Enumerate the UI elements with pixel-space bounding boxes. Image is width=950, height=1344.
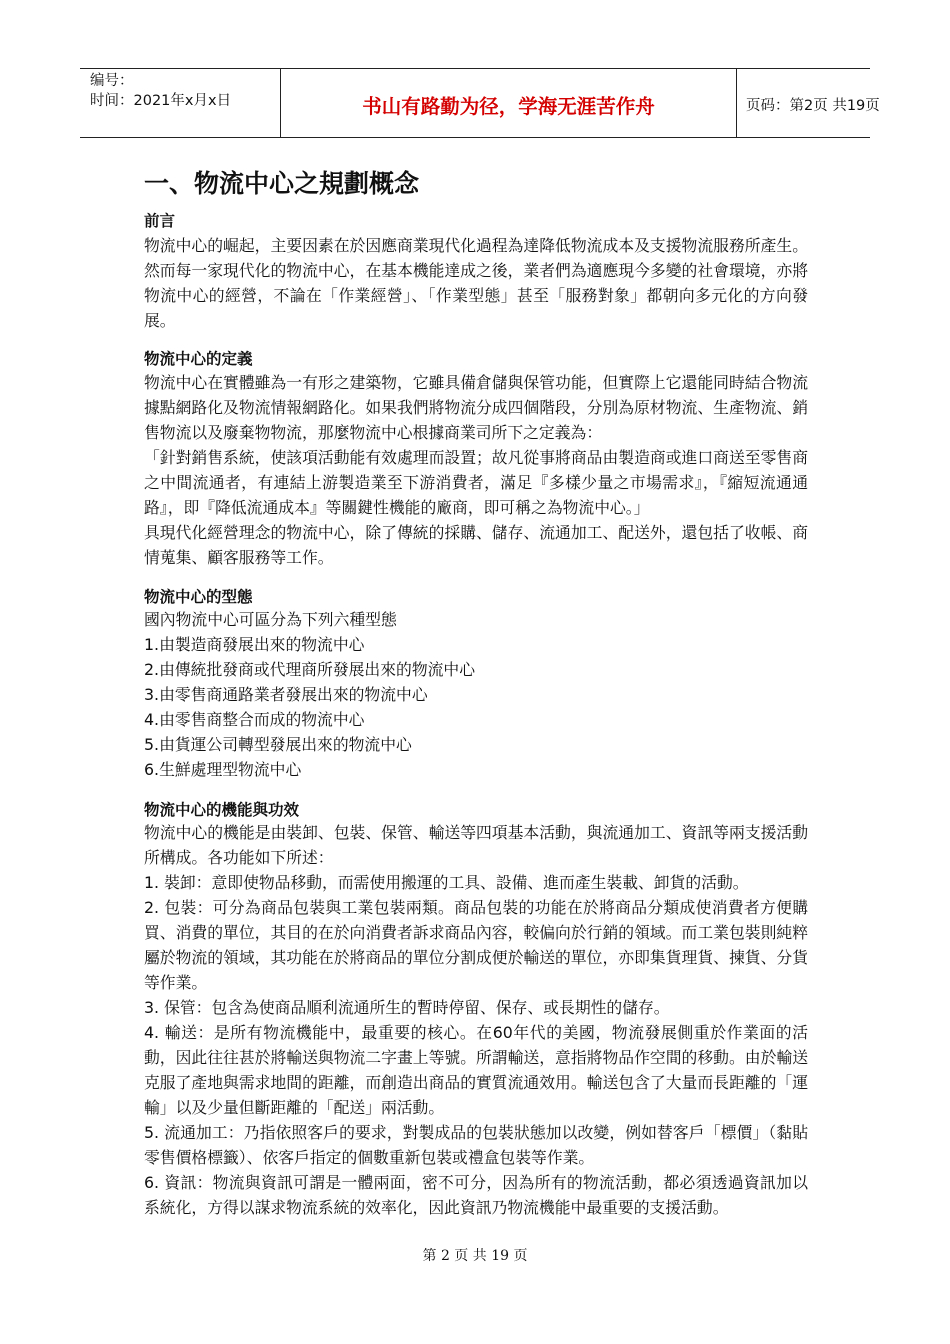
section-heading-functions: 物流中心的機能與功效 bbox=[144, 801, 300, 819]
header-motto: 书山有路勤为径，学海无涯苦作舟 bbox=[362, 95, 655, 118]
page-header bbox=[80, 68, 880, 138]
types-list-item: 6.生鮮處理型物流中心 bbox=[144, 760, 302, 779]
header-motto-cell bbox=[281, 69, 737, 137]
page-title: 一、物流中心之規劃概念 bbox=[144, 169, 420, 198]
types-list-item: 4.由零售商整合而成的物流中心 bbox=[144, 710, 365, 729]
types-list-item: 1.由製造商發展出來的物流中心 bbox=[144, 635, 365, 654]
intro-paragraph: 物流中心的崛起，主要因素在於因應商業現代化過程為達降低物流成本及支援物流服務所產生。然而每一家現代化的物流中心，在基本機能達成之後，業者們為適應現今多變的社會環境，亦將物流中心的經營，不論在「作業經營」、「作業型態」甚至「服務對象」都朝向多元化的方向發展。 bbox=[144, 236, 808, 330]
header-page-number: 页码：第2页 共19页 bbox=[746, 98, 880, 114]
definition-paragraph-3: 具現代化經營理念的物流中心，除了傳統的採購、儲存、流通加工、配送外，還包括了收帳、商情蒐集、顧客服務等工作。 bbox=[144, 523, 808, 567]
functions-list-item: 4. 輸送：是所有物流機能中，最重要的核心。在60年代的美國，物流發展側重於作業面的活動，因此往往甚於將輸送與物流二字畫上等號。所謂輸送，意指將物品作空間的移動。由於輸送克服了產地與需求地間的距離，而創造出商品的實質流通效用。輸送包含了大量而長距離的「運輸」以及少量但斷距離的「配送」兩活動。 bbox=[144, 1023, 808, 1117]
functions-list-item: 3. 保管：包含為使商品順利流通所生的暫時停留、保存、或長期性的儲存。 bbox=[144, 998, 670, 1017]
types-list-item: 5.由貨運公司轉型發展出來的物流中心 bbox=[144, 735, 412, 754]
section-heading-definition: 物流中心的定義 bbox=[144, 350, 253, 368]
document-number: 编号： bbox=[90, 73, 134, 89]
functions-list-item: 6. 資訊：物流與資訊可謂是一體兩面，密不可分，因為所有的物流活動，都必須透過資訊加以系統化，方得以謀求物流系統的效率化，因此資訊乃物流機能中最重要的支援活動。 bbox=[144, 1173, 808, 1217]
definition-paragraph-2: 「針對銷售系統，使該項活動能有效處理而設置；故凡從事將商品由製造商或進口商送至零售商之中間流通者，有連結上游製造業至下游消費者，滿足『多樣少量之市場需求』，『縮短流通通路』，即『降低流通成本』等關鍵性機能的廠商，即可稱之為物流中心。」 bbox=[144, 448, 808, 517]
section-heading-types: 物流中心的型態 bbox=[144, 588, 253, 606]
functions-list-item: 2. 包裝：可分為商品包裝與工業包裝兩類。商品包裝的功能在於將商品分類成使消費者方便購買、消費的單位，其目的在於向消費者訴求商品內容，較偏向於行銷的領域。而工業包裝則純粹屬於物流的領域，其功能在於將商品的單位分割成便於輸送的單位，亦即集貨理貨、揀貨、分貨等作業。 bbox=[144, 898, 808, 992]
section-heading-intro: 前言 bbox=[144, 212, 176, 230]
page-footer: 第 2 页 共 19 页 bbox=[422, 1248, 528, 1264]
header-page-cell bbox=[738, 69, 880, 137]
functions-intro: 物流中心的機能是由裝卸、包裝、保管、輸送等四項基本活動，與流通加工、資訊等兩支援活動所構成。各功能如下所述： bbox=[144, 823, 808, 867]
definition-paragraph-1: 物流中心在實體雖為一有形之建築物，它雖具備倉儲與保管功能，但實際上它還能同時結合物流據點網路化及物流情報網路化。如果我們將物流分成四個階段，分別為原材物流、生產物流、銷售物流以及廢棄物物流，那麼物流中心根據商業司所下之定義為： bbox=[144, 373, 808, 442]
functions-list-item: 5. 流通加工：乃指依照客戶的要求，對製成品的包裝狀態加以改變，例如替客戶「標價」（黏貼零售價格標籤）、依客戶指定的個數重新包裝或禮盒包裝等作業。 bbox=[144, 1123, 808, 1167]
header-meta-cell bbox=[80, 69, 281, 137]
document-date: 时间：2021年x月x日 bbox=[90, 93, 232, 109]
types-list-item: 3.由零售商通路業者發展出來的物流中心 bbox=[144, 685, 428, 704]
functions-list-item: 1. 裝卸：意即使物品移動，而需使用搬運的工具、設備、進而產生裝載、卸貨的活動。 bbox=[144, 873, 749, 892]
types-intro: 國內物流中心可區分為下列六種型態 bbox=[144, 610, 397, 629]
types-list-item: 2.由傳統批發商或代理商所發展出來的物流中心 bbox=[144, 660, 476, 679]
